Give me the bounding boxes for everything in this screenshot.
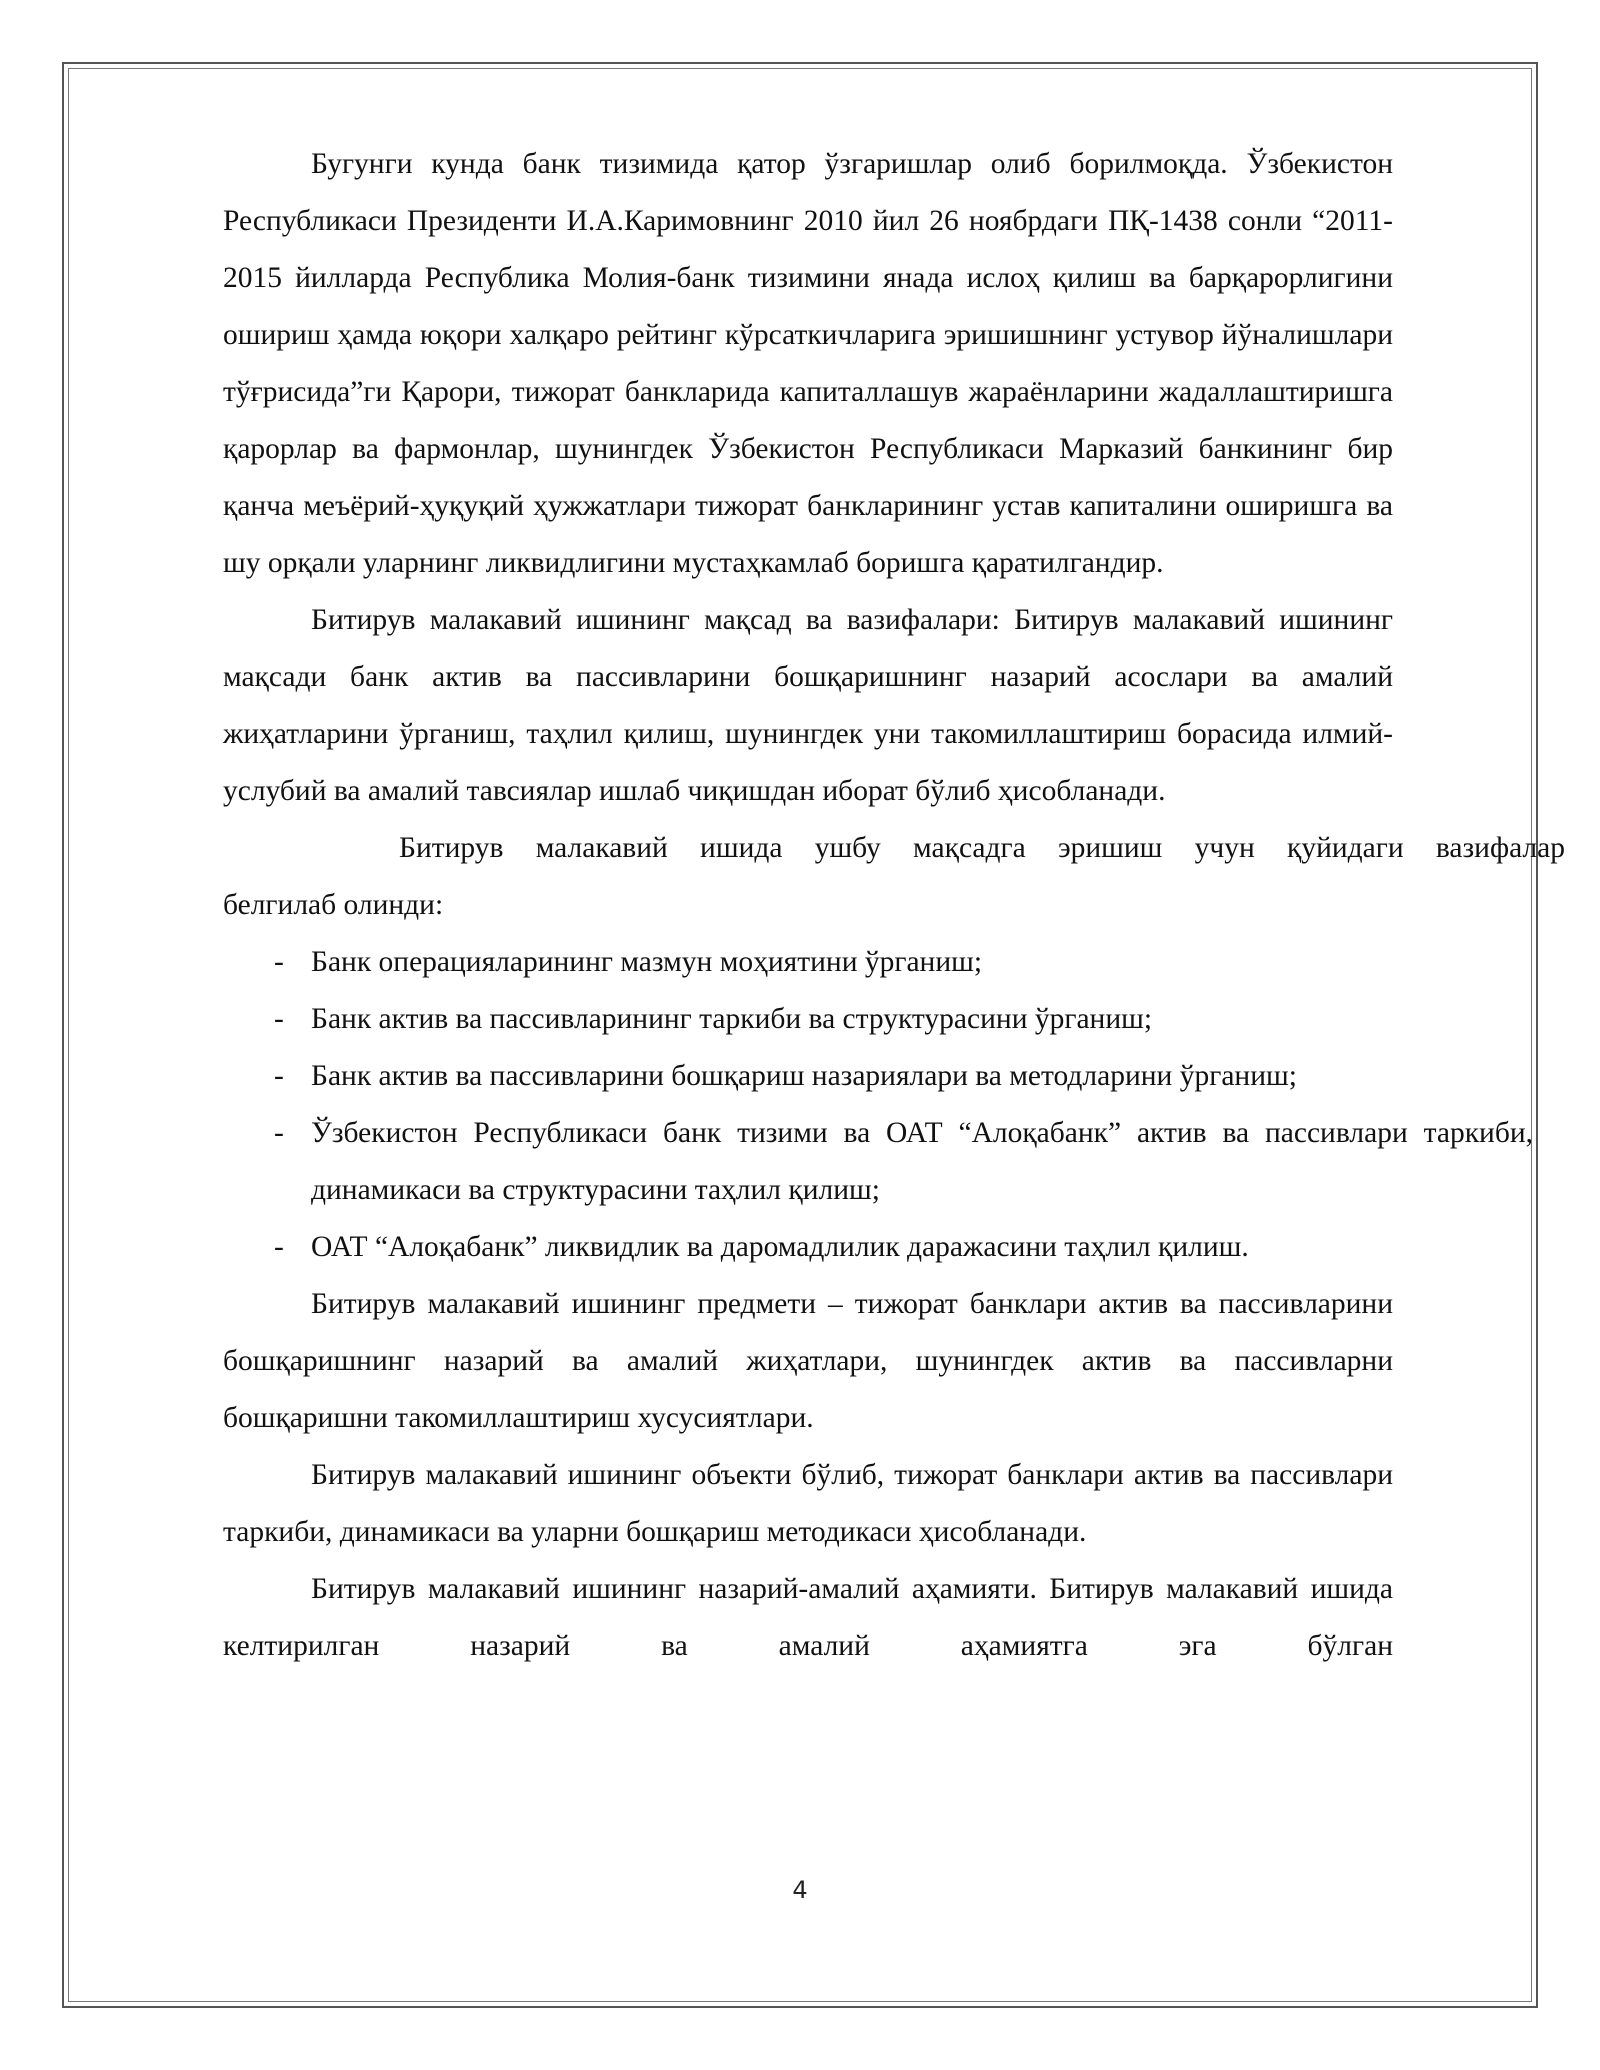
list-item-text: Банк операцияларининг мазмун моҳиятини ўрганиш;	[311, 946, 983, 978]
paragraph-goal	[223, 592, 1393, 820]
list-item-text: Банк актив ва пассивларининг таркиби ва структурасини ўрганиш;	[311, 1003, 1153, 1035]
list-bullet: -	[274, 1231, 284, 1263]
list-item	[223, 1219, 1393, 1276]
list-item	[223, 991, 1393, 1048]
paragraph-tasks-intro	[223, 820, 1565, 934]
paragraph-object: Битирув малакавий ишининг объекти бўлиб, тижорат банклари актив ва пассивлари таркиби, динамикаси ва уларни бошқариш методикаси ҳисобланади.	[223, 1459, 1393, 1548]
list-bullet: -	[274, 946, 284, 978]
list-item-text: ОАТ “Алоқабанк” ликвидлик ва даромадлилик даражасини таҳлил қилиш.	[311, 1231, 1249, 1263]
list-bullet: -	[274, 1003, 284, 1035]
goal-body: Битирув малакавий ишининг мақсади банк актив ва пассивларини бошқаришнинг назарий асослари ва амалий жиҳатларини ўрганиш, таҳлил қилиш, шунингдек уни такомиллаштириш борасида илмий-услубий ва амалий тавсиялар ишлаб чиқишдан иборат бўлиб ҳисобланади.	[223, 604, 1394, 807]
document-body	[223, 136, 1565, 1675]
list-item	[223, 934, 1393, 991]
paragraph-subject: Битирув малакавий ишининг предмети – тижорат банклари актив ва пассивларини бошқаришнинг назарий ва амалий жиҳатлари, шунингдек актив ва пассивларни бошқаришни такомиллаштириш хусусиятлари.	[223, 1288, 1393, 1434]
list-item	[223, 1048, 1393, 1105]
list-item-text: Ўзбекистон Республикаси банк тизими ва ОАТ “Алоқабанк” актив ва пассивлари таркиби, динамикаси ва структурасини таҳлил қилиш;	[311, 1117, 1533, 1206]
list-item-text: Банк актив ва пассивларини бошқариш назариялари ва методларини ўрганиш;	[311, 1060, 1297, 1092]
page-number: 4	[792, 1876, 808, 1904]
paragraph-significance: Битирув малакавий ишининг назарий-амалий аҳамияти. Битирув малакавий ишида келтирилган назарий ва амалий аҳамиятга эга бўлган	[223, 1573, 1393, 1662]
paragraph-intro: Бугунги кунда банк тизимида қатор ўзгаришлар олиб борилмоқда. Ўзбекистон Республикаси Президенти И.А.Каримовнинг 2010 йил 26 ноябрдаги ПҚ-1438 сонли “2011-2015 йилларда Республика Молия-банк тизимини янада ислоҳ қилиш ва барқарорлигини ошириш ҳамда юқори халқаро рейтинг кўрсаткичларига эришишнинг устувор йўналишлари тўғрисида”ги Қарори, тижорат банкларида капиталлашув жараёнларини жадаллаштиришга қарорлар ва фармонлар, шунингдек Ўзбекистон Республикаси Марказий банкининг бир қанча меъёрий-ҳуқуқий ҳужжатлари тижорат банкларининг устав капиталини оширишга ва шу орқали уларнинг ликвидлигини мустаҳкамлаб боришга қаратилгандир.	[223, 148, 1393, 579]
list-bullet: -	[274, 1060, 284, 1092]
tasks-intro-line2: белгилаб олинди:	[223, 889, 444, 921]
list-item	[223, 1105, 1533, 1219]
goal-heading: Битирув малакавий ишининг мақсад ва вазифалари:	[311, 604, 1000, 636]
task-list	[223, 934, 1533, 1276]
list-bullet: -	[274, 1117, 284, 1149]
tasks-intro-line1: Битирув малакавий ишида ушбу мақсадга эришиш учун қуйидаги вазифалар	[399, 832, 1565, 864]
